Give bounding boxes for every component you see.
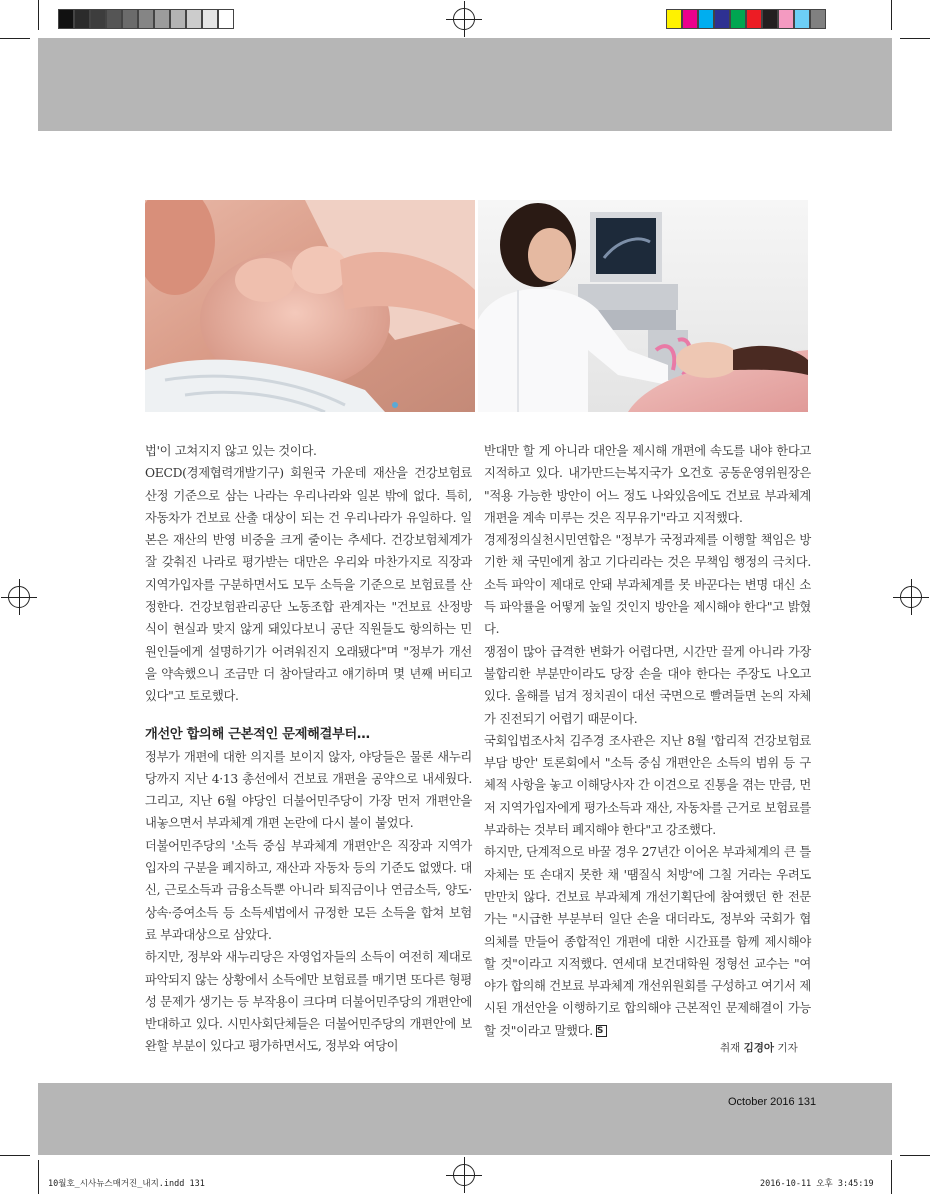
article-end-mark: S: [596, 1025, 607, 1037]
gray-swatch: [138, 9, 154, 29]
gray-swatch: [106, 9, 122, 29]
gray-swatch: [154, 9, 170, 29]
grayscale-color-bar: [58, 9, 234, 29]
crop-mark: [900, 38, 930, 39]
slug-file-name: 10월호_시사뉴스매거진_내지.indd 131: [48, 1179, 205, 1189]
color-swatch: [698, 9, 714, 29]
byline-name: 김경아: [743, 1042, 775, 1054]
paragraph: 경제정의실천시민연합은 "정부가 국정과제를 이행할 책임은 방기한 채 국민에게 참고 기다리라는 것은 무책임 행정의 극치다. 소득 파악이 제대로 안돼 부과체계를 못 바꾼다는 변명 대신 소득 파악률을 어떻게 높일 것인지 방안을 제시해야 한다"고 밝혔다.: [484, 533, 811, 637]
registration-mark-left: [8, 586, 30, 608]
color-swatch: [762, 9, 778, 29]
article-left-column: [145, 440, 472, 1058]
registration-mark-bottom: [453, 1164, 475, 1186]
paragraph: 반대만 할 게 아니라 대안을 제시해 개편에 속도를 내야 한다고 지적하고 있다. 내가만드는복지국가 오건호 공동운영위원장은 "적용 가능한 방안이 어느 정도 나와있음에도 건보료 부과체계 개편을 계속 미루는 것은 직무유기"라고 지적했다.: [484, 444, 811, 525]
slug-timestamp: 2016-10-11 오후 3:45:19: [760, 1179, 874, 1189]
color-swatch: [810, 9, 826, 29]
ultrasound-exam-photo: [478, 200, 808, 412]
gray-swatch: [74, 9, 90, 29]
paragraph: 하지만, 정부와 새누리당은 자영업자들의 소득이 여전히 제대로 파악되지 않는 상황에서 소득에만 보험료를 매기면 또다른 형평성 문제가 생기는 등 부작용이 크다며 더불어민주당의 개편안에 반대하고 있다. 시민사회단체들은 더불어민주당의 개편안에 보완할 부분이 있다고 평가하면서도, 정부와 여당이: [145, 950, 472, 1054]
crop-mark: [891, 0, 892, 30]
crop-mark: [38, 0, 39, 30]
gray-swatch: [186, 9, 202, 29]
paragraph: [484, 841, 811, 1042]
gray-swatch: [90, 9, 106, 29]
registration-mark-right: [900, 586, 922, 608]
byline: [720, 1040, 798, 1055]
paragraph: 법'이 고쳐지지 않고 있는 것이다.: [145, 444, 317, 458]
paragraph: 쟁점이 많아 급격한 변화가 어렵다면, 시간만 끌게 아니라 가장 불합리한 부분만이라도 당장 손을 대야 한다는 주장도 나오고 있다. 올해를 넘겨 정치권이 대선 국면으로 빨려들면 논의 자체가 진전되기 어렵기 때문이다.: [484, 644, 811, 726]
color-swatch: [730, 9, 746, 29]
cmyk-color-bar: [666, 9, 826, 29]
color-swatch: [794, 9, 810, 29]
crop-mark: [0, 38, 30, 39]
color-swatch: [746, 9, 762, 29]
gray-swatch: [122, 9, 138, 29]
page-folio: October 2016 131: [728, 1096, 817, 1108]
gray-swatch: [58, 9, 74, 29]
gray-swatch: [170, 9, 186, 29]
crop-mark: [900, 1155, 930, 1156]
section-subheading: 개선안 합의해 근본적인 문제해결부터…: [145, 726, 370, 742]
paragraph-text: 하지만, 단계적으로 바꿀 경우 27년간 이어온 부과체계의 큰 틀 자체는 또 손대지 못한 채 '땜질식 처방'에 그칠 거라는 우려도 만만치 않다. 건보료 부과체계 개선기획단에 참여했던 한 전문가는 "시급한 부분부터 일단 손을 대더라도, 정부와 국회가 협의체를 만들어 종합적인 개편에 대한 시간표를 함께 제시해야 할 것"이라고 지적했다. 연세대 보건대학원 정형선 교수는 "여야가 합의해 건보료 부과체계 개선위원회를 구성하고 여기서 제시된 개선안을 이행하기로 합의해야 근본적인 문제해결이 가능할 것"이라고 말했다.: [484, 845, 811, 1038]
crop-mark: [38, 1160, 39, 1194]
color-swatch: [714, 9, 730, 29]
byline-prefix: 취재: [720, 1042, 741, 1054]
paragraph: OECD(경제협력개발기구) 회원국 가운데 재산을 건강보험료 산정 기준으로 삼는 나라는 우리나라와 일본 밖에 없다. 특히, 자동차가 건보료 산출 대상이 되는 건 우리나라가 유일하다. 일본은 재산의 반영 비중을 크게 줄이는 추세다. 건강보험체계가 잘 갖춰진 나라로 평가받는 대만은 우리와 마찬가지로 직장과 지역가입자를 구분하면서도 모두 소득을 기준으로 보험료를 산정한다. 건강보험관리공단 노동조합 관계자는 "건보료 산정방식이 현실과 맞지 않게 돼있다보니 공단 직원들도 항의하는 민원인들에게 설명하기가 어려워진지 오래됐다"며 "정부가 개선을 약속했으니 조금만 더 참아달라고 얘기하며 몇 년째 버티고 있다"고 토로했다.: [145, 466, 472, 704]
header-band: [38, 38, 892, 131]
paragraph: 국회입법조사처 김주경 조사관은 지난 8월 '합리적 건강보험료 부담 방안' 토론회에서 "소득 중심 개편안은 소득의 범위 등 구체적 사항을 놓고 이해당사자 간 이견으로 진통을 겪는 만큼, 먼저 지역가입자에게 평가소득과 재산, 자동차를 근거로 보험료를 부과하는 것부터 폐지해야 한다"고 강조했다.: [484, 733, 811, 838]
paragraph: 더불어민주당의 '소득 중심 부과체계 개편안'은 직장과 지역가입자의 구분을 폐지하고, 재산과 자동차 등의 기준도 없앴다. 대신, 근로소득과 금융소득뿐 아니라 퇴직금이나 연금소득, 양도·상속·증여소득 등 소득세법에서 규정한 모든 소득을 합쳐 보험료 부과대상으로 삼았다.: [145, 838, 472, 942]
gray-swatch: [218, 9, 234, 29]
crop-mark: [0, 1155, 30, 1156]
baby-hand-photo: [145, 200, 475, 412]
crop-mark: [891, 1160, 892, 1194]
registration-mark-top: [453, 8, 475, 30]
color-swatch: [682, 9, 698, 29]
color-swatch: [778, 9, 794, 29]
footer-band: [38, 1083, 892, 1155]
gray-swatch: [202, 9, 218, 29]
paragraph: 정부가 개편에 대한 의지를 보이지 않자, 야당들은 물론 새누리당까지 지난 4·13 총선에서 건보료 개편을 공약으로 내세웠다. 그리고, 지난 6월 야당인 더불어민주당이 가장 먼저 개편안을 내놓으면서 부과체계 개편 논란에 다시 불이 붙었다.: [145, 749, 472, 831]
article-right-column: [484, 440, 811, 1042]
byline-suffix: 기자: [777, 1042, 798, 1054]
color-swatch: [666, 9, 682, 29]
